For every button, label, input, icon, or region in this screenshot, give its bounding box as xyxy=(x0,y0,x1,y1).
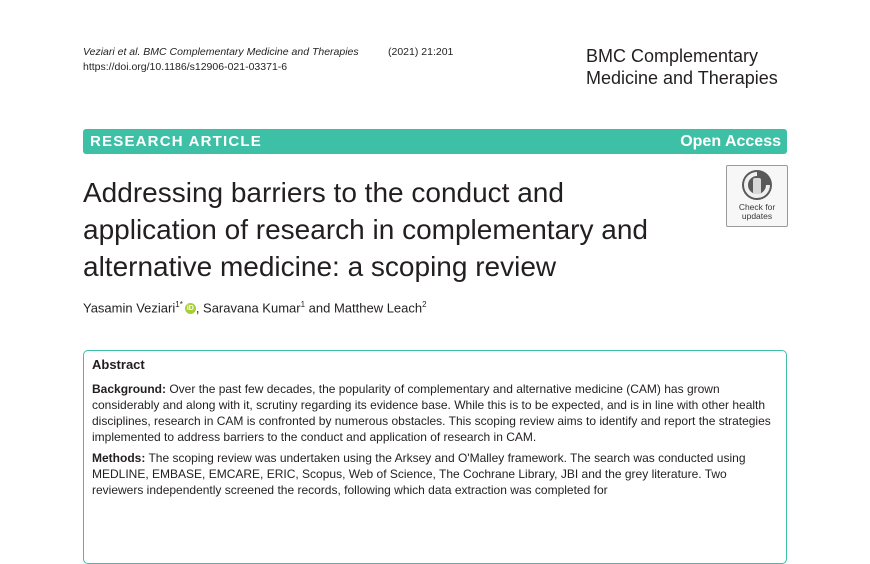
background-label: Background: xyxy=(92,382,167,396)
abstract-methods xyxy=(92,450,778,498)
badge-line1: Check for xyxy=(738,202,776,212)
journal-name-line2: Medicine and Therapies xyxy=(586,68,778,88)
journal-name-line1: BMC Complementary xyxy=(586,46,759,66)
abstract-background xyxy=(92,381,778,445)
methods-label: Methods: xyxy=(92,451,146,465)
journal-name xyxy=(586,45,778,89)
orcid-icon[interactable]: iD xyxy=(186,305,194,313)
abstract-box xyxy=(83,350,787,564)
background-text: Over the past few decades, the popularity of complementary and alternative medicine (CAM) has grown considerably and along with it, scrutiny regarding its evidence base. While this is to be expected, and is in line with other health disciplines, research in CAM is confronted by numerous obstacles. This scoping review aims to identify and report the strategies implemented to address barriers to the conduct and application of research in CAM. xyxy=(92,382,771,444)
affiliation-sup: 2 xyxy=(422,300,427,309)
article-title: Addressing barriers to the conduct and application of research in complementary and alternative medicine: a scoping review xyxy=(83,177,648,282)
affiliation-sup: 1 xyxy=(300,300,306,309)
author-name[interactable]: and Matthew Leach xyxy=(305,300,423,316)
citation-header xyxy=(83,45,454,75)
abstract-heading: Abstract xyxy=(92,357,145,372)
badge-line2: updates xyxy=(741,211,773,221)
affiliation-sup: 1* xyxy=(175,300,183,309)
citation-text: Veziari et al. BMC Complementary Medicine and Therapies xyxy=(83,46,359,58)
author-name[interactable]: , Saravana Kumar xyxy=(195,300,301,316)
check-for-updates-button[interactable] xyxy=(726,165,788,227)
article-type-banner xyxy=(83,129,787,154)
author-name[interactable]: Yasamin Veziari xyxy=(83,300,176,316)
doi-link[interactable]: https://doi.org/10.1186/s12906-021-03371-6 xyxy=(83,61,288,73)
year-volume: (2021) 21:201 xyxy=(388,46,454,58)
open-access-label: Open Access xyxy=(680,133,781,150)
methods-text: The scoping review was undertaken using the Arksey and O'Malley framework. The search was conducted using MEDLINE, EMBASE, EMCARE, ERIC, Scopus, Web of Science, The Cochrane Library, JBI and the grey literature. Two reviewers independently screened the records, following which data extraction was completed for xyxy=(92,451,746,497)
author-list xyxy=(83,300,427,315)
article-type-label: RESEARCH ARTICLE xyxy=(90,133,262,150)
check-updates-icon xyxy=(741,169,773,201)
